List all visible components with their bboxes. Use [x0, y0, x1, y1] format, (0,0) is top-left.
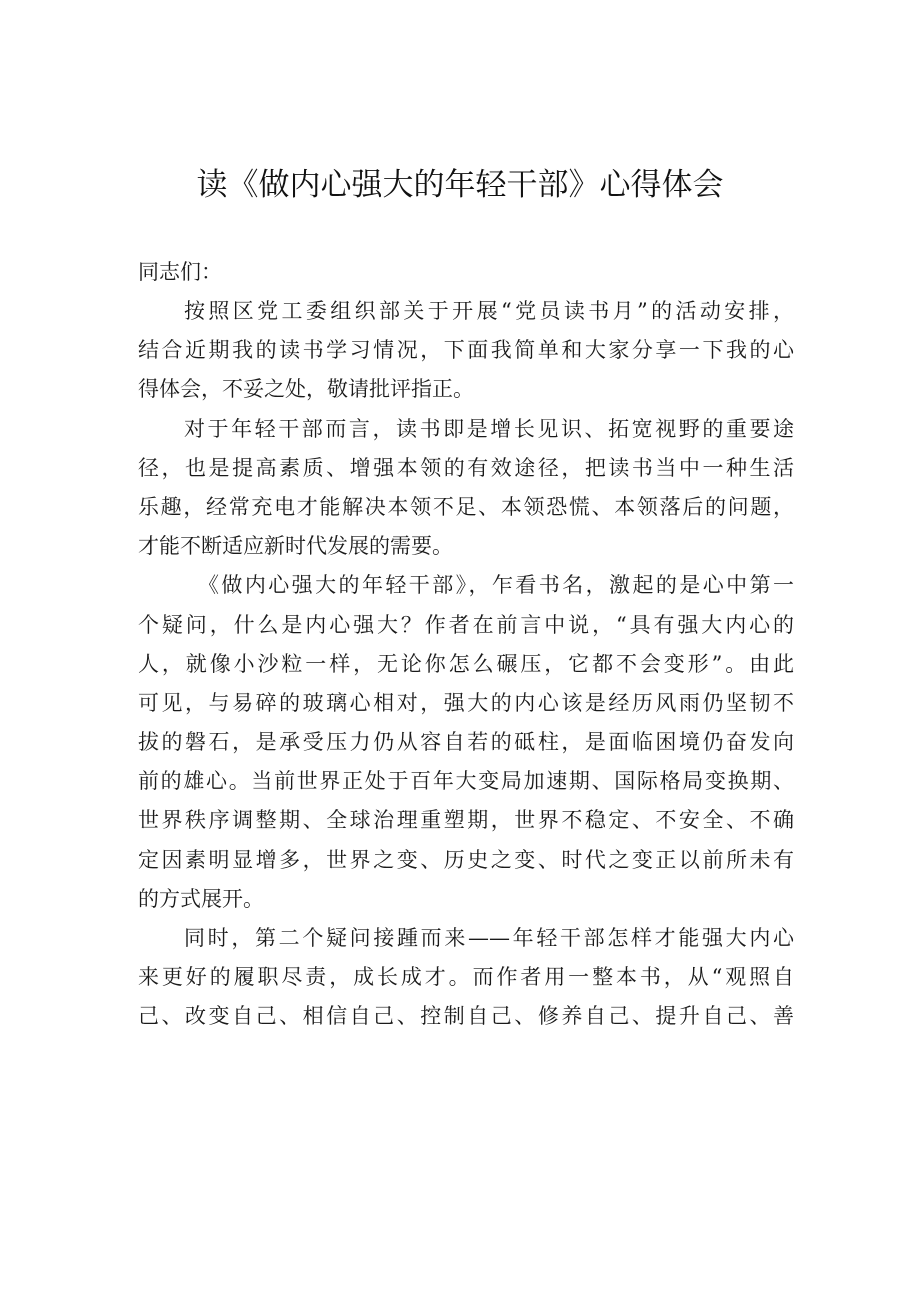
paragraph-line: 结合近期我的读书学习情况，下面我简单和大家分享一下我的心: [138, 338, 794, 363]
paragraph-line: 己、改变自己、相信自己、控制自己、修养自己、提升自己、善: [138, 1004, 794, 1029]
paragraph-1: [138, 292, 794, 410]
salutation: 同志们：: [138, 260, 222, 284]
paragraph-line: 世界秩序调整期、全球治理重塑期，世界不稳定、不安全、不确: [138, 808, 794, 833]
paragraph-line: 得体会，不妥之处，敬请批评指正。: [138, 377, 474, 402]
paragraph-3: [138, 566, 794, 919]
paragraph-line: 人，就像小沙粒一样，无论你怎么碾压，它都不会变形”。由此: [138, 651, 794, 676]
paragraph-line: 对于年轻干部而言，读书即是增长见识、拓宽视野的重要途: [184, 416, 794, 441]
document-title: 读《做内心强大的年轻干部》心得体会: [196, 167, 724, 203]
paragraph-line: 同时，第二个疑问接踵而来——年轻干部怎样才能强大内心: [184, 926, 794, 950]
paragraph-line: 乐趣，经常充电才能解决本领不足、本领恐慌、本领落后的问题，: [138, 494, 794, 519]
paragraph-4: [138, 919, 794, 1037]
paragraph-line: 定因素明显增多，世界之变、历史之变、时代之变正以前所未有: [138, 847, 794, 872]
paragraph-line: 的方式展开。: [138, 886, 264, 911]
paragraph-2: [138, 410, 794, 567]
paragraph-line: 径，也是提高素质、增强本领的有效途径，把读书当中一种生活: [138, 455, 794, 480]
paragraph-line: 《做内心强大的年轻干部》，乍看书名，激起的是心中第一: [198, 573, 794, 598]
paragraph-line: 个疑问，什么是内心强大？作者在前言中说，“具有强大内心的: [138, 612, 794, 637]
paragraph-line: 可见，与易碎的玻璃心相对，强大的内心该是经历风雨仍坚韧不: [138, 690, 794, 715]
paragraph-line: 按照区党工委组织部关于开展“党员读书月”的活动安排，: [184, 299, 794, 323]
paragraph-line: 才能不断适应新时代发展的需要。: [138, 534, 453, 559]
paragraph-line: 来更好的履职尽责，成长成才。而作者用一整本书，从“观照自: [138, 965, 794, 990]
paragraph-line: 拔的磐石，是承受压力仍从容自若的砥柱，是面临困境仍奋发向: [138, 730, 794, 755]
document-body: [138, 253, 794, 1037]
paragraph-line: 前的雄心。当前世界正处于百年大变局加速期、国际格局变换期、: [138, 769, 794, 794]
